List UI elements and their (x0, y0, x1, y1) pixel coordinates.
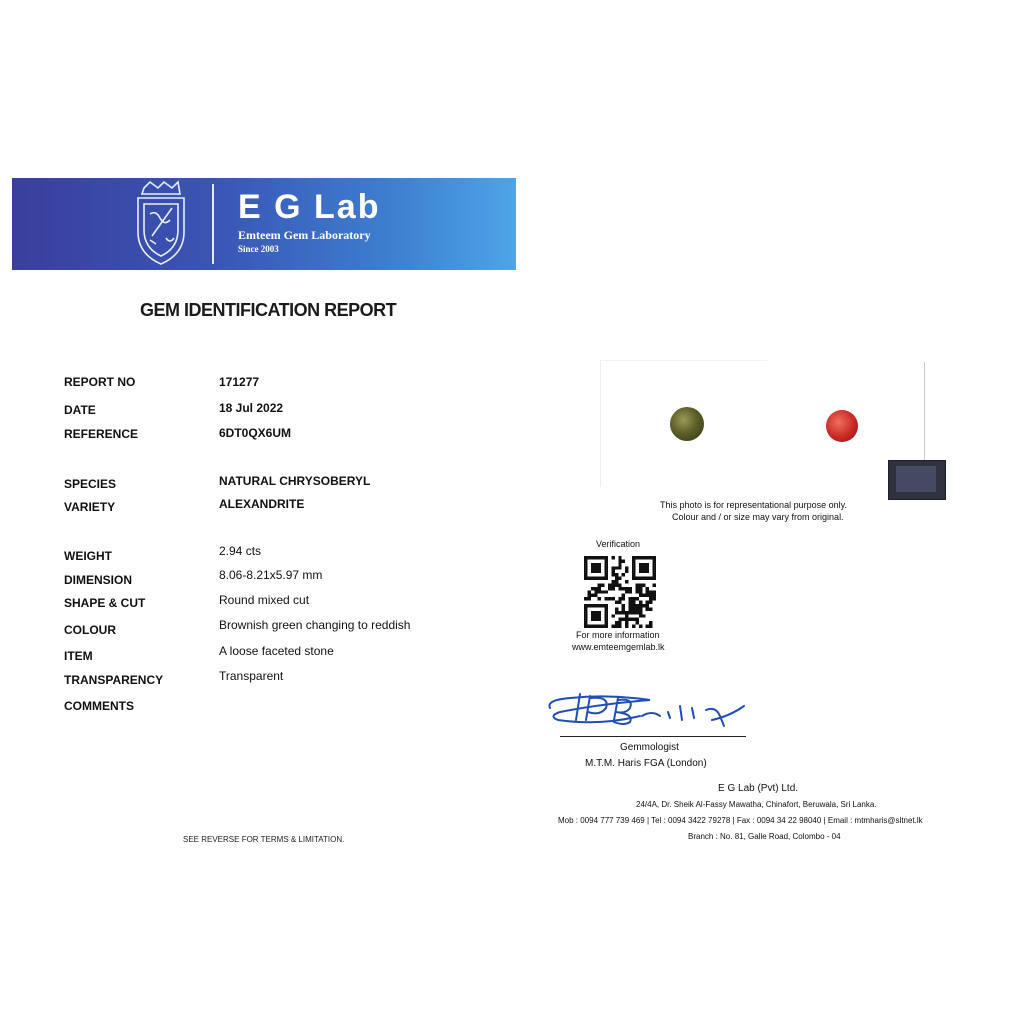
field-label-item: ITEM (64, 649, 93, 663)
more-info-label: For more information (576, 630, 660, 640)
field-label-variety: VARIETY (64, 500, 116, 514)
lab-full-name: Emteem Gem Laboratory (238, 228, 371, 242)
signature-line (560, 736, 746, 737)
field-value-dimension: 8.06-8.21x5.97 mm (219, 568, 323, 582)
lab-crest-logo (130, 180, 192, 268)
banner-divider (212, 184, 214, 264)
field-label-weight: WEIGHT (64, 549, 112, 563)
field-value-colour: Brownish green changing to reddish (219, 618, 411, 632)
field-label-transparency: TRANSPARENCY (64, 673, 164, 687)
field-label-date: DATE (64, 403, 96, 417)
company-branch: Branch : No. 81, Galle Road, Colombo - 04 (688, 832, 841, 841)
photo-disclaimer-line2: Colour and / or size may vary from original. (672, 512, 844, 522)
terms-note: SEE REVERSE FOR TERMS & LIMITATION. (183, 835, 345, 844)
field-value-weight: 2.94 cts (219, 544, 262, 558)
verification-qr-code[interactable] (584, 556, 656, 628)
gem-photo-incandescent (826, 410, 858, 442)
verification-label: Verification (596, 539, 641, 549)
company-address: 24/4A, Dr. Sheik Al-Fassy Mawatha, Chinafort, Beruwala, Sri Lanka. (636, 800, 877, 809)
report-title: GEM IDENTIFICATION REPORT (140, 300, 397, 320)
field-value-variety: ALEXANDRITE (219, 497, 305, 511)
field-value-report-no: 171277 (219, 375, 260, 389)
field-value-item: A loose faceted stone (219, 644, 334, 658)
field-value-reference: 6DT0QX6UM (219, 426, 292, 440)
signatory-title: Gemmologist (620, 742, 679, 753)
photo-disclaimer-line1: This photo is for representational purpose only. (660, 500, 847, 510)
signatory-name: M.T.M. Haris FGA (London) (585, 758, 707, 769)
report-left-page (12, 174, 521, 858)
field-value-date: 18 Jul 2022 (219, 401, 284, 415)
photo-divider-line (924, 362, 925, 466)
gem-photo-daylight (670, 407, 704, 441)
field-value-species: NATURAL CHRYSOBERYL (219, 474, 371, 488)
website-link[interactable]: www.emteemgemlab.lk (572, 642, 665, 652)
field-value-transparency: Transparent (219, 669, 284, 683)
field-label-colour: COLOUR (64, 623, 116, 637)
lab-since: Since 2003 (238, 244, 279, 254)
field-label-dimension: DIMENSION (64, 573, 133, 587)
company-name: E G Lab (Pvt) Ltd. (718, 783, 799, 794)
field-value-shape-cut: Round mixed cut (219, 593, 310, 607)
gemmologist-signature (540, 686, 754, 734)
field-label-reference: REFERENCE (64, 427, 139, 441)
company-contact: Mob : 0094 777 739 469 | Tel : 0094 3422 79278 | Fax : 0094 34 22 98040 | Email : mtmharis@sltnet.lk (558, 816, 923, 825)
field-label-shape-cut: SHAPE & CUT (64, 596, 146, 610)
lab-name: E G Lab (238, 188, 381, 226)
field-label-comments: COMMENTS (64, 699, 134, 713)
field-label-report-no: REPORT NO (64, 375, 136, 389)
field-label-species: SPECIES (64, 477, 117, 491)
hologram-pattern (896, 466, 936, 492)
